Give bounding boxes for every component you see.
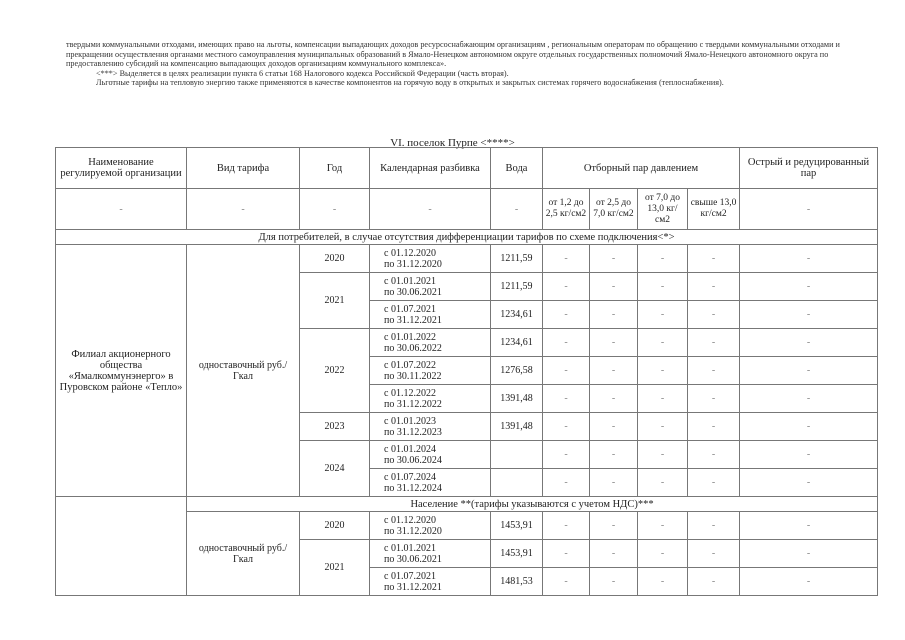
period-line: с 01.07.2024: [384, 471, 436, 483]
dash-cell: -: [590, 357, 638, 385]
dash-cell: -: [590, 301, 638, 329]
dash-cell: -: [543, 245, 590, 273]
water-value: 1234,61: [491, 301, 543, 329]
dash-cell: -: [688, 273, 740, 301]
year-cell: 2021: [300, 273, 370, 329]
period-line: по 31.12.2020: [384, 258, 442, 270]
dash-cell: -: [638, 329, 688, 357]
dash-cell: -: [638, 540, 688, 568]
dash-cell: -: [688, 441, 740, 469]
dash-cell: -: [638, 512, 688, 540]
water-value: [491, 441, 543, 469]
period-line: по 31.12.2024: [384, 482, 442, 494]
period-line: с 01.01.2023: [384, 415, 436, 427]
period-line: с 01.01.2021: [384, 542, 436, 554]
period-line: по 31.12.2021: [384, 581, 442, 593]
period-cell: [370, 357, 491, 385]
intro-paragraph-3: Льготные тарифы на тепловую энергию также применяются в качестве компонентов на горячую воду в открытых и закрытых системах горячего водоснабжения (теплоснабжения).: [96, 78, 724, 88]
dash-cell: -: [740, 568, 878, 596]
period-cell: [370, 512, 491, 540]
period-line: с 01.12.2020: [384, 514, 436, 526]
dash-cell: -: [638, 357, 688, 385]
dash-cell: -: [543, 540, 590, 568]
header-sharp-steam: Острый и редуцированный пар: [740, 148, 878, 189]
year-cell: 2020: [300, 512, 370, 540]
table-row: [56, 512, 878, 540]
dash-cell: -: [543, 469, 590, 497]
period-cell: [370, 568, 491, 596]
dash-cell: -: [590, 441, 638, 469]
dash-cell: -: [300, 189, 370, 230]
water-value: 1211,59: [491, 245, 543, 273]
water-value: 1234,61: [491, 329, 543, 357]
water-value: [491, 469, 543, 497]
section-title: VI. поселок Пурпе <****>: [390, 137, 515, 149]
water-value: 1481,53: [491, 568, 543, 596]
dash-cell: -: [590, 512, 638, 540]
water-value: 1453,91: [491, 540, 543, 568]
period-line: с 01.07.2022: [384, 359, 436, 371]
dash-cell: -: [740, 273, 878, 301]
year-cell: 2024: [300, 441, 370, 497]
table-row: [56, 245, 878, 273]
intro-paragraph-1: твердыми коммунальными отходами, имеющих право на льготы, компенсации выпадающих доходов ресурсоснабжающим организациям , региональным операторам по обращению с твердыми коммунальными отходами и прекращении осуществления органами местного самоуправления муниципальных образований в Ямало-Ненецком автономном округе отдельных государственных полномочий Ямало-Ненецкого автономного округа по предоставлению субсидий на компенсацию выпадающих доходов организациям коммунального комплекса».: [66, 40, 840, 69]
header-org: Наименование регулируемой организации: [56, 148, 187, 189]
dash-cell: -: [740, 469, 878, 497]
dash-cell: -: [543, 441, 590, 469]
period-line: с 01.01.2022: [384, 331, 436, 343]
dash-cell: -: [543, 413, 590, 441]
header-water: Вода: [491, 148, 543, 189]
header-tariff-type: Вид тарифа: [187, 148, 300, 189]
water-value: 1453,91: [491, 512, 543, 540]
water-value: 1211,59: [491, 273, 543, 301]
dash-cell: -: [740, 385, 878, 413]
water-value: 1391,48: [491, 385, 543, 413]
org-name: Филиал акционерного общества «Ямалкоммунэнерго» в Пуровском районе «Тепло»: [56, 245, 187, 497]
water-value: 1391,48: [491, 413, 543, 441]
header-pressure-4: свыше 13,0 кг/см2: [688, 189, 740, 230]
dash-cell: -: [688, 568, 740, 596]
header-year: Год: [300, 148, 370, 189]
period-line: по 31.12.2020: [384, 525, 442, 537]
period-line: по 31.12.2022: [384, 398, 442, 410]
dash-cell: -: [590, 413, 638, 441]
dash-cell: -: [370, 189, 491, 230]
header-pressure-2: от 2,5 до 7,0 кг/см2: [590, 189, 638, 230]
tariff-type: одноставочный руб./Гкал: [187, 245, 300, 497]
dash-cell: -: [688, 540, 740, 568]
dash-cell: -: [590, 568, 638, 596]
dash-cell: -: [688, 301, 740, 329]
dash-cell: -: [740, 540, 878, 568]
dash-cell: -: [638, 441, 688, 469]
dash-cell: -: [688, 245, 740, 273]
dash-cell: -: [543, 329, 590, 357]
dash-cell: -: [590, 273, 638, 301]
period-cell: [370, 245, 491, 273]
tariff-type: одноставочный руб./Гкал: [187, 512, 300, 596]
dash-cell: -: [638, 301, 688, 329]
period-line: по 30.06.2021: [384, 286, 442, 298]
dash-cell: -: [740, 512, 878, 540]
dash-cell: -: [590, 540, 638, 568]
dash-cell: -: [688, 413, 740, 441]
header-calendar: Календарная разбивка: [370, 148, 491, 189]
intro-text: [66, 40, 886, 88]
period-cell: [370, 540, 491, 568]
period-line: по 30.06.2021: [384, 553, 442, 565]
period-cell: [370, 441, 491, 469]
year-cell: 2023: [300, 413, 370, 441]
intro-paragraph-2: <***> Выделяется в целях реализации пункта 6 статьи 168 Налогового кодекса Российской Федерации (часть вторая).: [96, 68, 509, 78]
period-cell: [370, 469, 491, 497]
dash-cell: -: [740, 357, 878, 385]
period-line: по 30.11.2022: [384, 370, 442, 382]
dash-cell: -: [590, 245, 638, 273]
dash-cell: -: [740, 441, 878, 469]
period-line: с 01.07.2021: [384, 570, 436, 582]
year-cell: 2021: [300, 540, 370, 596]
dash-cell: -: [688, 512, 740, 540]
dash-cell: -: [740, 413, 878, 441]
dash-cell: -: [543, 301, 590, 329]
header-steam: Отборный пар давлением: [543, 148, 740, 189]
dash-cell: -: [740, 301, 878, 329]
period-line: по 30.06.2022: [384, 342, 442, 354]
period-line: по 31.12.2021: [384, 314, 442, 326]
period-cell: [370, 385, 491, 413]
dash-cell: -: [590, 329, 638, 357]
dash-cell: -: [740, 189, 878, 230]
dash-cell: -: [590, 385, 638, 413]
period-line: с 01.12.2020: [384, 247, 436, 259]
dash-cell: -: [543, 273, 590, 301]
header-pressure-3: от 7,0 до 13,0 кг/см2: [638, 189, 688, 230]
dash-cell: -: [56, 189, 187, 230]
dash-cell: -: [638, 245, 688, 273]
subhead-consumers: Для потребителей, в случае отсутствия дифференциации тарифов по схеме подключения<*>: [56, 230, 878, 245]
dash-cell: -: [688, 385, 740, 413]
dash-cell: -: [187, 189, 300, 230]
period-line: с 01.12.2022: [384, 387, 436, 399]
dash-cell: -: [543, 357, 590, 385]
dash-cell: -: [638, 469, 688, 497]
dash-cell: -: [638, 413, 688, 441]
period-cell: [370, 273, 491, 301]
dash-cell: -: [491, 189, 543, 230]
dash-cell: -: [638, 568, 688, 596]
year-cell: 2020: [300, 245, 370, 273]
dash-cell: -: [638, 385, 688, 413]
period-line: с 01.01.2021: [384, 275, 436, 287]
dash-cell: -: [590, 469, 638, 497]
dash-cell: -: [740, 329, 878, 357]
dash-cell: -: [740, 245, 878, 273]
water-value: 1276,58: [491, 357, 543, 385]
period-cell: [370, 301, 491, 329]
dash-cell: -: [688, 329, 740, 357]
period-line: с 01.01.2024: [384, 443, 436, 455]
dash-cell: -: [543, 568, 590, 596]
dash-cell: -: [638, 273, 688, 301]
year-cell: 2022: [300, 329, 370, 413]
dash-cell: -: [688, 357, 740, 385]
period-line: с 01.07.2021: [384, 303, 436, 315]
period-line: по 30.06.2024: [384, 454, 442, 466]
dash-cell: -: [688, 469, 740, 497]
subhead-population: Население **(тарифы указываются с учетом НДС)***: [187, 497, 878, 512]
period-cell: [370, 329, 491, 357]
header-pressure-1: от 1,2 до 2,5 кг/см2: [543, 189, 590, 230]
period-cell: [370, 413, 491, 441]
tariff-table: [55, 147, 878, 596]
dash-cell: -: [543, 385, 590, 413]
period-line: по 31.12.2023: [384, 426, 442, 438]
dash-cell: -: [543, 512, 590, 540]
